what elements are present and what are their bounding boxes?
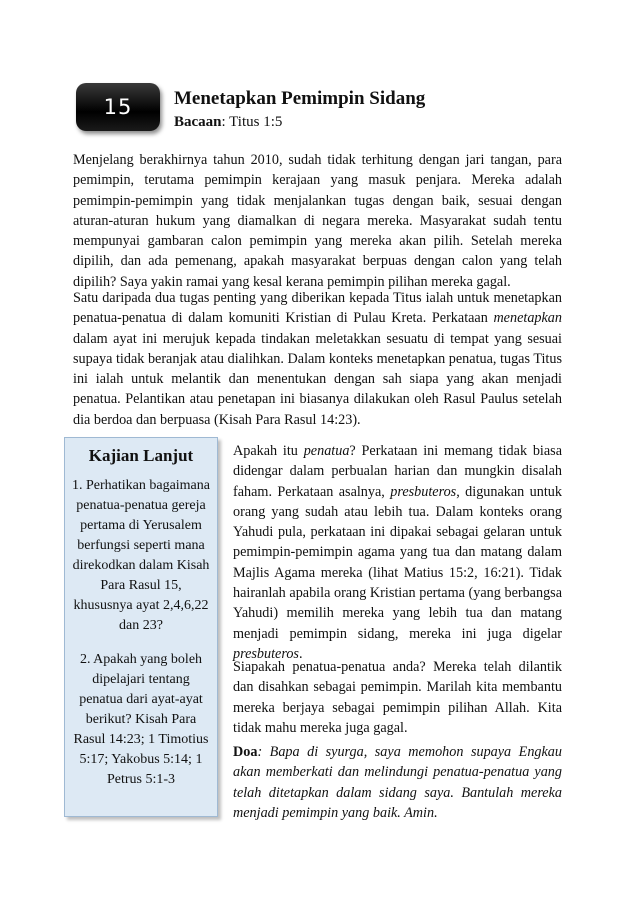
paragraph-3-text-a: Apakah itu <box>233 443 304 459</box>
paragraph-2-text-a: Satu daripada dua tugas penting yang diberikan kepada Titus ialah untuk menetapkan penatua-penatua di dalam komuniti Kristian di Pulau Kreta. Perkataan <box>73 290 562 327</box>
paragraph-3-text-b: ? Perkataan ini memang tidak biasa didengar dalam perbualan harian dan mungkin disalah faham. Perkataan asalnya, <box>233 443 562 500</box>
prayer-paragraph <box>233 742 562 823</box>
reading-verse: : Titus 1:5 <box>221 114 283 130</box>
paragraph-intro: Menjelang berakhirnya tahun 2010, sudah tidak terhitung dengan jari tangan, para pemimpin, terutama pemimpin kerajaan yang masuk penjara. Mereka adalah pemimpin-pemimpin yang tidak menjalankan tugas dengan baik, sesuai dengan aturan-aturan hukum yang diamalkan di negara mereka. Masyarakat sudah tentu mempunyai gambaran calon pemimpin yang mereka akan pilih. Setelah mereka dipilih, dan ada pemenang, apakah masyarakat berpuas dengan calon yang telah dipilih? Saya yakin ramai yang kesal kerana pemimpin pilihan mereka gagal. <box>73 152 562 290</box>
prayer-text: : Bapa di syurga, saya memohon supaya Engkau akan memberkati dan melindungi penatua-penatua yang telah ditetapkan dalam sidang saya. Bantulah mereka menjadi pemimpin yang baik. Amin. <box>233 744 562 821</box>
prayer-label: Doa <box>233 744 258 760</box>
further-study-box <box>64 437 218 817</box>
paragraph-3-emphasis-3: presbuteros <box>233 645 299 662</box>
paragraph-2-text-b: dalam ayat ini merujuk kepada tindakan meletakkan sesuatu di tempat yang sesuai supaya tidak beranjak atau dialihkan. Dalam konteks menetapkan penatua, tugas Titus ini ialah untuk melantik dan menentukan dengan sah siapa yang akan menjadi penatua. Pelantikan atau penetapan ini biasanya dilakukan oleh Rasul Paulus setelah dia berdoa dan berpuasa (Kisah Para Rasul 14:23). <box>73 330 562 428</box>
further-study-title: Kajian Lanjut <box>88 446 194 465</box>
paragraph-3-emphasis-2: presbuteros <box>390 483 457 500</box>
reading-reference <box>174 114 282 131</box>
page-title: Menetapkan Pemimpin Sidang <box>174 88 426 109</box>
paragraph-3-text-c: , digunakan untuk orang yang sudah atau lebih tua. Dalam konteks orang Yahudi pula, perkataan ini dipakai sebagai gelaran untuk pemimpin-pemimpin agama yang tua dan matang dalam Majlis Agama mereka (lihat Matius 15:2, 16:21). Tidak hairanlah apabila orang Kristian pertama (yang berbangsa Yahudi) memilih mereka yang lebih tua dan matang menjadi pemimpin sidang, mereka ini juga digelar <box>233 483 562 642</box>
reading-label: Bacaan <box>174 114 222 130</box>
paragraph-titus-task <box>73 288 562 430</box>
paragraph-3-emphasis-1: penatua <box>303 443 350 459</box>
paragraph-your-elders: Siapakah penatua-penatua anda? Mereka telah dilantik dan disahkan sebagai pemimpin. Marilah kita membantu mereka berjaya sebagai pemimpin pilihan Allah. Kita tidak mahu mereka juga gagal. <box>233 659 562 736</box>
paragraph-3-text-d: . <box>298 645 303 662</box>
lesson-number-badge: 15 <box>76 83 160 131</box>
study-question-1: 1. Perhatikan bagaimana penatua-penatua gereja pertama di Yerusalem berfungsi seperti mana direkodkan dalam Kisah Para Rasul 15, khususnya ayat 2,4,6,22 dan 23? <box>71 478 210 633</box>
study-question-2: 2. Apakah yang boleh dipelajari tentang penatua dari ayat-ayat berikut? Kisah Para Rasul 14:23; 1 Timotius 5:17; Yakobus 5:14; 1 Petrus 5:1-3 <box>73 652 209 787</box>
paragraph-2-emphasis: menetapkan <box>493 310 562 327</box>
paragraph-elder-meaning <box>233 441 562 664</box>
